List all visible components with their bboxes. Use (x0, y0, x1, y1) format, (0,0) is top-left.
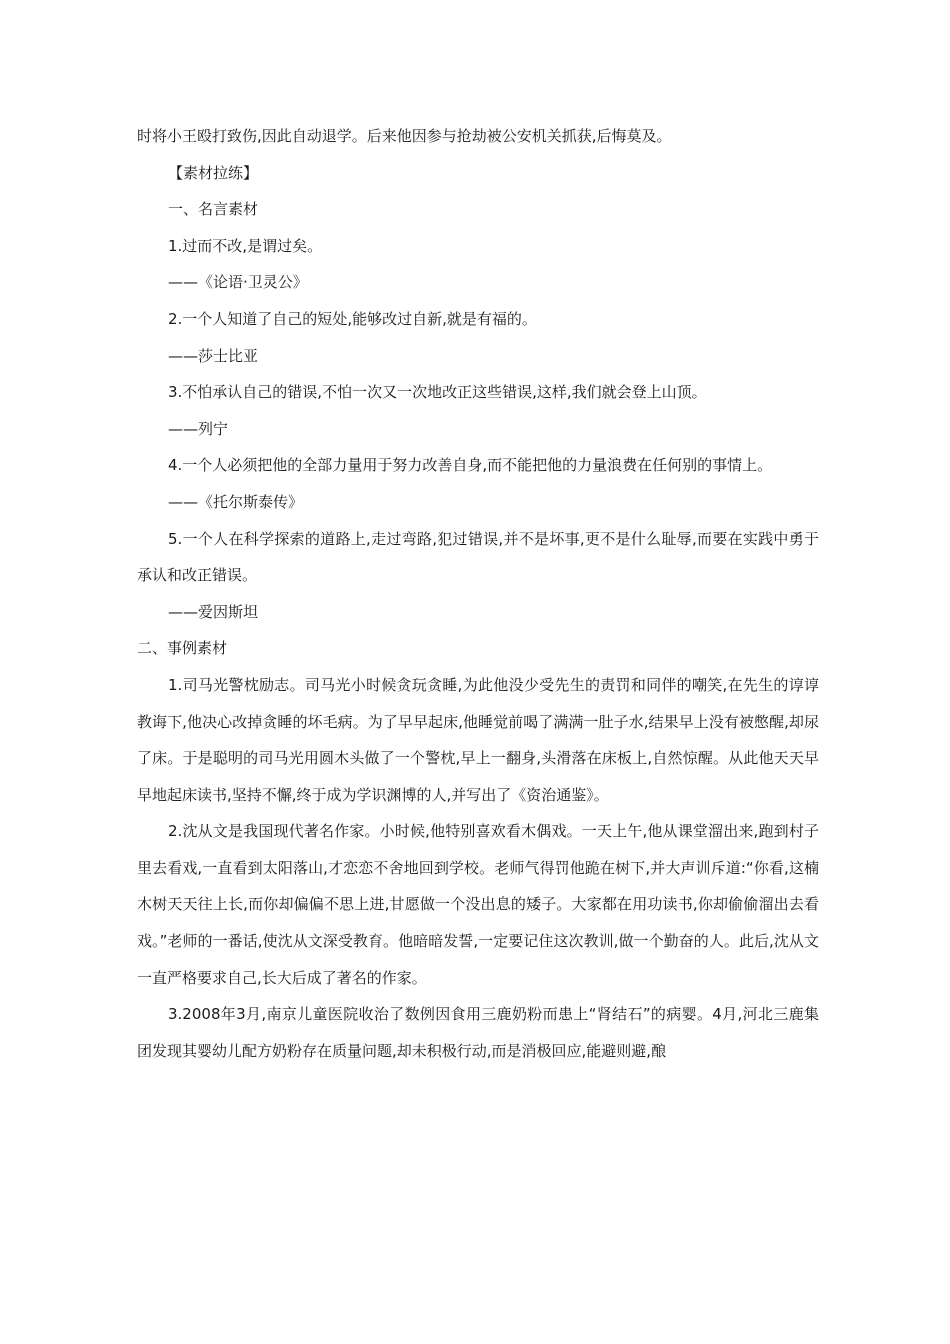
quote-item: 2.一个人知道了自己的短处,能够改过自新,就是有福的。 (168, 309, 537, 328)
section-heading-quotes: 一、名言素材 (168, 200, 259, 219)
paragraph: 时将小王殴打致伤,因此自动退学。后来他因参与抢劫被公安机关抓获,后悔莫及。 (137, 127, 672, 145)
document-body (137, 118, 819, 1069)
example-item: 1.司马光警枕励志。司马光小时候贪玩贪睡,为此他没少受先生的责罚和同伴的嘲笑,在先生的谆谆教诲下,他决心改掉贪睡的坏毛病。为了早早起床,他睡觉前喝了满满一肚子水,结果早上没有被憋醒,却尿了床。于是聪明的司马光用圆木头做了一个警枕,早上一翻身,头滑落在床板上,自然惊醒。从此他天天早早地起床读书,坚持不懈,终于成为学识渊博的人,并写出了《资治通鉴》。 (137, 675, 819, 804)
quote-source: ——列宁 (168, 419, 229, 438)
section-heading-examples: 二、事例素材 (137, 639, 228, 658)
quote-source: ——爱因斯坦 (168, 602, 259, 621)
example-item: 2.沈从文是我国现代著名作家。小时候,他特别喜欢看木偶戏。一天上午,他从课堂溜出来,跑到村子里去看戏,一直看到太阳落山,才恋恋不舍地回到学校。老师气得罚他跪在树下,并大声训斥道:“你看,这楠木树天天往上长,而你却偏偏不思上进,甘愿做一个没出息的矮子。大家都在用功读书,你却偷偷溜出去看戏。”老师的一番话,使沈从文深受教育。他暗暗发誓,一定要记住这次教训,做一个勤奋的人。此后,沈从文一直严格要求自己,长大后成了著名的作家。 (137, 822, 819, 987)
section-heading-material-practice: 【素材拉练】 (168, 163, 259, 182)
example-item: 3.2008年3月,南京儿童医院收治了数例因食用三鹿奶粉而患上“肾结石”的病婴。4月,河北三鹿集团发现其婴幼儿配方奶粉存在质量问题,却未积极行动,而是消极回应,能避则避,酿 (137, 1005, 819, 1060)
quote-source: ——《托尔斯泰传》 (168, 492, 304, 511)
quote-item: 1.过而不改,是谓过矣。 (168, 236, 323, 255)
quote-item: 4.一个人必须把他的全部力量用于努力改善自身,而不能把他的力量浪费在任何别的事情上。 (168, 456, 773, 475)
quote-source: ——《论语·卫灵公》 (168, 273, 308, 292)
quote-source: ——莎士比亚 (168, 346, 259, 365)
quote-item: 3.不怕承认自己的错误,不怕一次又一次地改正这些错误,这样,我们就会登上山顶。 (168, 383, 707, 402)
quote-item: 5.一个人在科学探索的道路上,走过弯路,犯过错误,并不是坏事,更不是什么耻辱,而要在实践中勇于承认和改正错误。 (137, 529, 819, 585)
